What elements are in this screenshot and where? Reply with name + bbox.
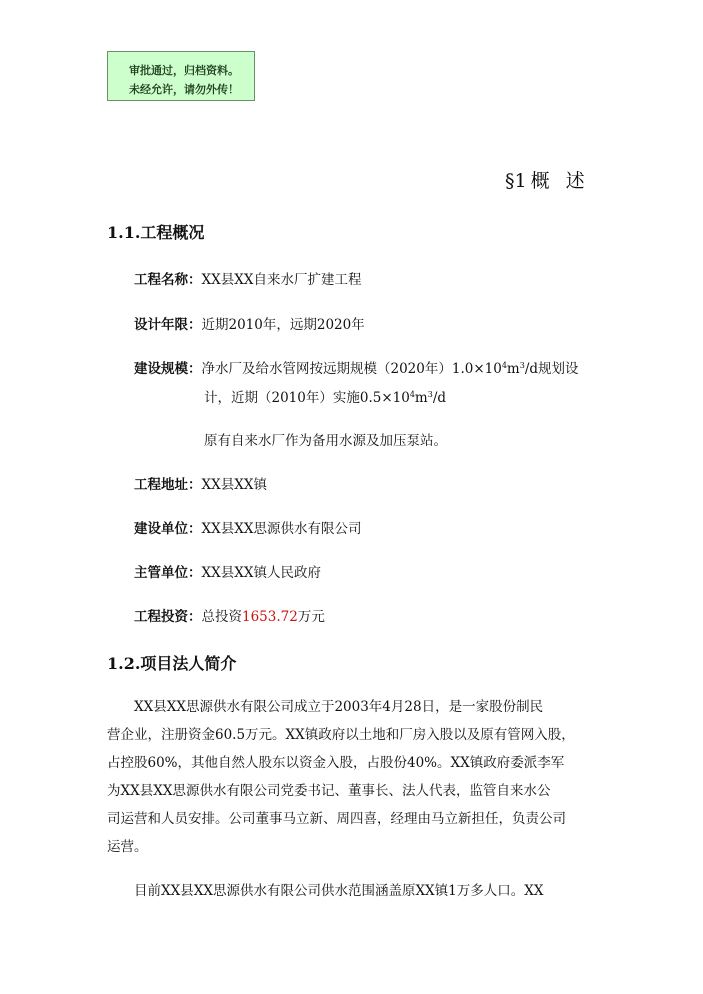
superscript: 3 xyxy=(519,361,525,370)
section-heading-project-overview: 1.1.工程概况 xyxy=(107,223,205,242)
field-value: 近期2010年，远期2020年 xyxy=(201,317,365,333)
scale-text: /d xyxy=(432,390,447,406)
field-supervising-unit xyxy=(134,561,321,581)
chapter-number: §1 xyxy=(505,170,527,192)
field-design-years xyxy=(134,313,365,333)
approval-notice-box xyxy=(107,51,255,101)
superscript: 4 xyxy=(501,361,507,370)
chapter-word-2: 述 xyxy=(565,170,585,192)
notice-line-1: 审批通过，归档资料。 xyxy=(129,64,239,77)
field-label: 工程地址： xyxy=(134,477,202,493)
paragraph-line: XX县XX思源供水有限公司成立于2003年4月28日，是一家股份制民 xyxy=(134,699,544,715)
field-value: XX县XX自来水厂扩建工程 xyxy=(201,272,362,288)
scale-text: 计，近期（2010年）实施0.5×10 xyxy=(204,390,410,406)
scale-unit: m xyxy=(506,361,520,377)
field-construction-unit xyxy=(134,517,361,537)
field-project-investment xyxy=(134,605,325,625)
paragraph-line: 目前XX县XX思源供水有限公司供水范围涵盖原XX镇1万多人口。XX xyxy=(134,883,544,899)
field-label: 主管单位： xyxy=(134,565,202,581)
field-construction-scale xyxy=(134,357,579,377)
field-label: 建设单位： xyxy=(134,521,202,537)
notice-line-2: 未经允许，请勿外传！ xyxy=(129,83,239,96)
scale-text: 净水厂及给水管网按远期规模（2020年）1.0×10 xyxy=(201,361,502,377)
investment-amount: 1653.72 xyxy=(242,609,298,625)
paragraph-line: 占控股60%，其他自然人股东以资金入股，占股份40%。XX镇政府委派李军 xyxy=(107,755,565,771)
section-heading-legal-entity: 1.2.项目法人简介 xyxy=(107,654,237,673)
field-label: 工程投资： xyxy=(134,609,202,625)
field-value: XX县XX思源供水有限公司 xyxy=(201,521,362,537)
scale-note-line: 原有自来水厂作为备用水源及加压泵站。 xyxy=(204,433,447,449)
chapter-word-1: 概 xyxy=(530,170,550,192)
field-value: XX县XX镇 xyxy=(201,477,267,493)
investment-prefix: 总投资 xyxy=(201,609,242,625)
paragraph-line: 为XX县XX思源供水有限公司党委书记、董事长、法人代表，监管自来水公 xyxy=(107,783,551,799)
chapter-title xyxy=(505,166,585,193)
paragraph-line: 司运营和人员安排。公司董事马立新、周四喜，经理由马立新担任，负责公司 xyxy=(107,811,566,827)
field-label: 设计年限： xyxy=(134,317,202,333)
paragraph-line: 营企业，注册资金60.5万元。XX镇政府以土地和厂房入股以及原有管网入股， xyxy=(107,727,575,743)
field-label: 工程名称： xyxy=(134,272,202,288)
field-value: XX县XX镇人民政府 xyxy=(201,565,321,581)
scale-unit: m xyxy=(414,390,428,406)
field-label: 建设规模： xyxy=(134,361,202,377)
scale-continuation-line xyxy=(204,386,446,406)
superscript: 3 xyxy=(427,390,433,399)
scale-text: /d规划设 xyxy=(524,361,579,377)
field-project-name xyxy=(134,268,361,288)
superscript: 4 xyxy=(409,390,415,399)
field-project-address xyxy=(134,473,267,493)
field-value xyxy=(202,361,579,377)
investment-suffix: 万元 xyxy=(297,609,325,625)
paragraph-line: 运营。 xyxy=(107,839,148,855)
